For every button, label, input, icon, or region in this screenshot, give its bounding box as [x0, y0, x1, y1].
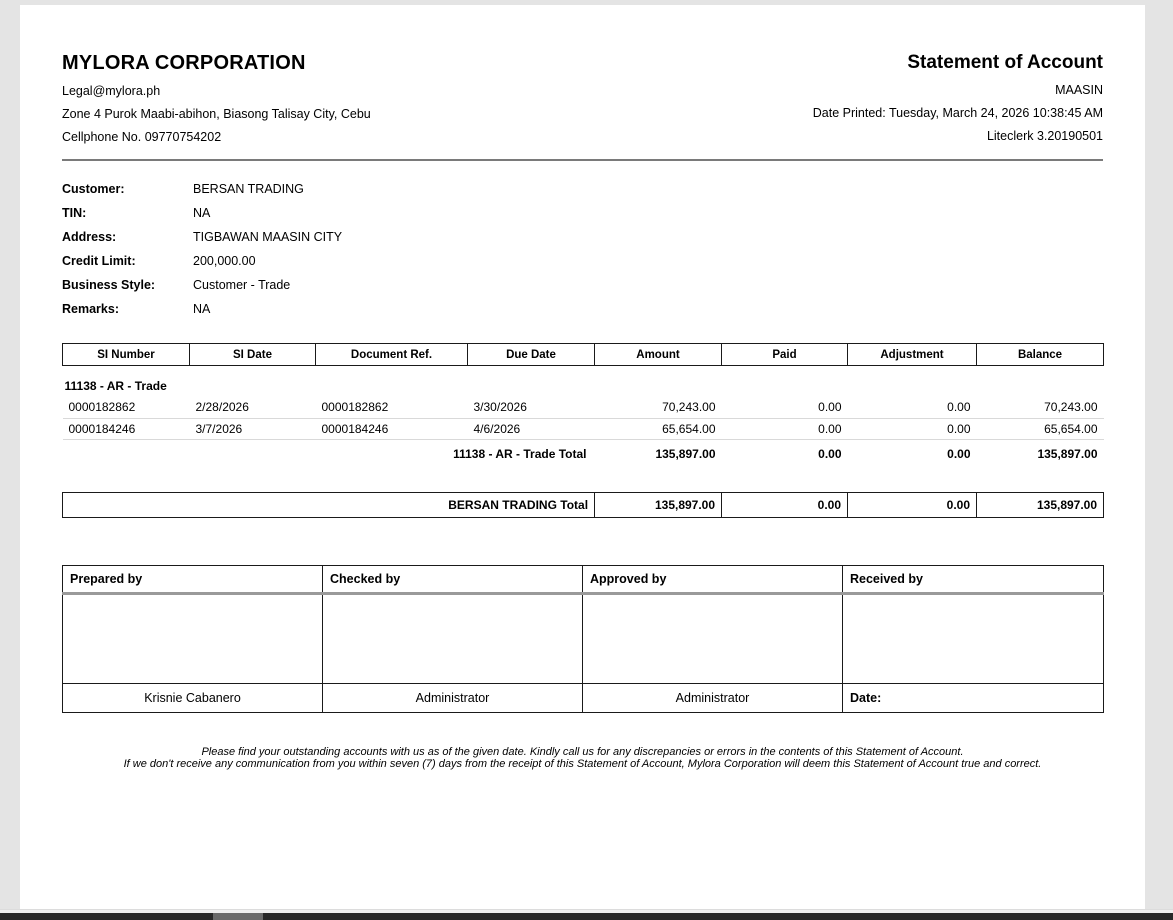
- signature-space-cell: [63, 594, 323, 684]
- group-header-row: [63, 366, 1104, 398]
- credit-limit-value: 200,000.00: [193, 254, 256, 268]
- cell-paid: 0.00: [722, 418, 848, 439]
- column-header-due-date: Due Date: [468, 344, 595, 366]
- document-header: [62, 52, 1103, 144]
- approved-by-name: Administrator: [583, 684, 843, 713]
- report-block: [813, 52, 1103, 144]
- group-total-balance: 135,897.00: [977, 439, 1104, 465]
- horizontal-scrollbar[interactable]: [0, 913, 1173, 920]
- checked-by-name: Administrator: [323, 684, 583, 713]
- credit-limit-label: Credit Limit:: [62, 254, 136, 268]
- table-row: [63, 397, 1104, 418]
- cell-due-date: 4/6/2026: [468, 418, 595, 439]
- column-header-paid: Paid: [722, 344, 848, 366]
- customer-field-row: [62, 249, 1103, 273]
- signature-header-row: [63, 566, 1104, 594]
- checked-by-label: Checked by: [323, 566, 583, 594]
- cell-si-date: 2/28/2026: [190, 397, 316, 418]
- address-label: Address:: [62, 230, 117, 244]
- remarks-value: NA: [193, 302, 211, 316]
- report-software-version: Liteclerk 3.20190501: [986, 129, 1103, 143]
- business-style-value: Customer - Trade: [193, 278, 291, 292]
- customer-info: [62, 177, 1103, 321]
- report-title: Statement of Account: [907, 52, 1103, 73]
- signature-space-cell: [583, 594, 843, 684]
- table-header-row: [63, 344, 1104, 366]
- cell-adjustment: 0.00: [848, 418, 977, 439]
- prepared-by-name: Krisnie Cabanero: [63, 684, 323, 713]
- approved-by-label: Approved by: [583, 566, 843, 594]
- received-by-label: Received by: [843, 566, 1104, 594]
- report-branch: MAASIN: [1055, 83, 1103, 97]
- company-address: Zone 4 Purok Maabi-abihon, Biasong Talisay City, Cebu: [62, 107, 371, 121]
- grand-total-row: [63, 493, 1104, 518]
- grand-total-amount: 135,897.00: [595, 493, 722, 518]
- customer-field-row: [62, 177, 1103, 201]
- group-total-label: 11138 - AR - Trade Total: [63, 439, 595, 465]
- customer-field-row: [62, 225, 1103, 249]
- cell-si-number: 0000184246: [63, 418, 190, 439]
- group-total-paid: 0.00: [722, 439, 848, 465]
- column-header-si-number: SI Number: [63, 344, 190, 366]
- horizontal-scrollbar-thumb[interactable]: [213, 913, 263, 920]
- tin-label: TIN:: [62, 206, 87, 220]
- footer-note-line1: Please find your outstanding accounts with us as of the given date. Kindly call us for any discrepancies or errors in the contents of this Statement of Account.: [201, 746, 964, 758]
- grand-total-adjustment: 0.00: [848, 493, 977, 518]
- cell-si-number: 0000182862: [63, 397, 190, 418]
- column-header-si-date: SI Date: [190, 344, 316, 366]
- signature-space-cell: [323, 594, 583, 684]
- document-content: [20, 5, 1145, 770]
- received-date-label: Date:: [843, 684, 1104, 713]
- group-name: 11138 - AR - Trade: [64, 379, 167, 393]
- signature-space-row: [63, 594, 1104, 684]
- cell-due-date: 3/30/2026: [468, 397, 595, 418]
- cell-amount: 70,243.00: [595, 397, 722, 418]
- column-header-document-ref: Document Ref.: [316, 344, 468, 366]
- company-phone: Cellphone No. 09770754202: [62, 130, 222, 144]
- cell-document-ref: 0000184246: [316, 418, 468, 439]
- document-page: [20, 5, 1145, 911]
- signature-table: [62, 565, 1104, 713]
- statement-table: [62, 343, 1104, 465]
- column-header-amount: Amount: [595, 344, 722, 366]
- address-value: TIGBAWAN MAASIN CITY: [193, 230, 343, 244]
- group-total-adjustment: 0.00: [848, 439, 977, 465]
- cell-amount: 65,654.00: [595, 418, 722, 439]
- customer-label: Customer:: [62, 182, 125, 196]
- column-header-balance: Balance: [977, 344, 1104, 366]
- cell-adjustment: 0.00: [848, 397, 977, 418]
- customer-field-row: [62, 201, 1103, 225]
- group-total-amount: 135,897.00: [595, 439, 722, 465]
- signature-space-cell: [843, 594, 1104, 684]
- customer-value: BERSAN TRADING: [193, 182, 304, 196]
- footer-note: [62, 746, 1103, 770]
- cell-si-date: 3/7/2026: [190, 418, 316, 439]
- cell-balance: 65,654.00: [977, 418, 1104, 439]
- business-style-label: Business Style:: [62, 278, 156, 292]
- column-header-adjustment: Adjustment: [848, 344, 977, 366]
- table-row: [63, 418, 1104, 439]
- tin-value: NA: [193, 206, 211, 220]
- prepared-by-label: Prepared by: [63, 566, 323, 594]
- customer-field-row: [62, 273, 1103, 297]
- cell-document-ref: 0000182862: [316, 397, 468, 418]
- company-block: [62, 52, 371, 144]
- header-divider: [62, 159, 1103, 161]
- company-name: MYLORA CORPORATION: [62, 52, 306, 74]
- grand-total-paid: 0.00: [722, 493, 848, 518]
- customer-field-row: [62, 297, 1103, 321]
- cell-paid: 0.00: [722, 397, 848, 418]
- remarks-label: Remarks:: [62, 302, 119, 316]
- group-total-row: [63, 439, 1104, 465]
- signature-names-row: [63, 684, 1104, 713]
- cell-balance: 70,243.00: [977, 397, 1104, 418]
- company-email: Legal@mylora.ph: [62, 84, 161, 98]
- grand-total-balance: 135,897.00: [977, 493, 1104, 518]
- grand-total-label: BERSAN TRADING Total: [63, 493, 595, 518]
- footer-note-line2: If we don't receive any communication from you within seven (7) days from the receipt of this Statement of Account, Mylora Corporation will deem this Statement of Account true and correct.: [123, 758, 1042, 770]
- grand-total-table: [62, 492, 1104, 518]
- report-date-printed: Date Printed: Tuesday, March 24, 2026 10:38:45 AM: [812, 106, 1103, 120]
